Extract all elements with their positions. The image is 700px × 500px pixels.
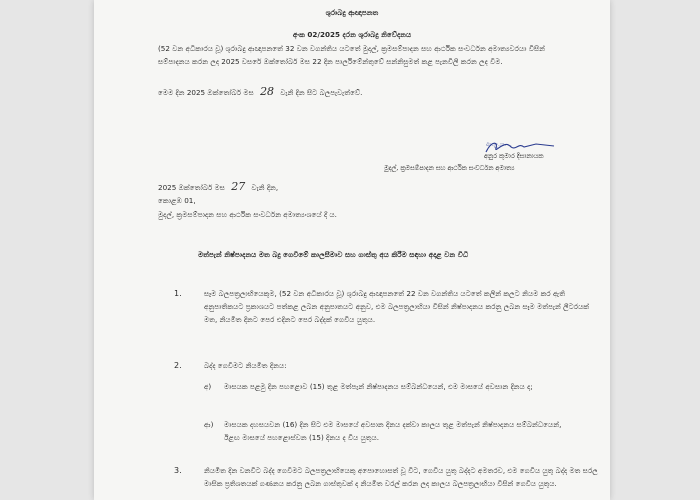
signatory-name: අනුර කුමාර දිසානායක bbox=[484, 152, 544, 160]
effective-date-line bbox=[158, 87, 362, 97]
sub-item-label: අ) bbox=[204, 382, 212, 391]
sub-item-text: මාසයක දහසයවන (16) දින සිට එම මාසයේ අවසාන දිනය දක්වා කාලය තුළ මත්පැන් නිෂ්පාදනය සම්බන්ධයෙන්, ඊළඟ මාසයේ පහළොස්වන (15) දිනය ද විය යුතුය. bbox=[224, 420, 562, 442]
address-line-1: කොළඹ 01, bbox=[158, 196, 196, 205]
sub-item-text: මාසයක පළමු දින පහළොව (15) තුළ මත්පැන් නිෂ්පාදනය සම්බන්ධයෙන්, එම මාසයේ අවසාන දිනය ද; bbox=[224, 382, 533, 391]
item-number: 1. bbox=[174, 289, 182, 298]
effective-date-prefix: මෙම දින 2025 ඔක්තෝබර් මස bbox=[158, 88, 254, 97]
document-heading: ශුරාබදු ආඥාපනත bbox=[325, 8, 379, 17]
signature-scrawl: ආ.ල.ශ. .. bbox=[486, 141, 512, 148]
address-line-2: මුදල්, ක්‍රමසම්පාදන සහ ආර්ථික සංවර්ධන අමාත්‍යංශයේ දී ය. bbox=[158, 210, 337, 219]
item-text: නියමිත දින වනවිට බද්ද ගෙවීමට බලපත්‍රලාභියෙකු අපොහොසත් වූ විට, ගෙවිය යුතු බද්දට අමතරව, එම ගෙවිය යුතු බද්ද මත සරල මාසික ප්‍රතිශතයක් ගණනය කරනු ලබන ගාස්තුවක් ද නියමිත වරල් කරන ලද කාලය බලපත්‍රලාභියා විසින් ගෙවිය යුතුය. bbox=[204, 466, 598, 488]
effective-date-handwritten: 28 bbox=[260, 85, 275, 98]
item-number: 2. bbox=[174, 361, 182, 370]
issue-date-prefix: 2025 ඔක්තෝබර් මස bbox=[158, 183, 225, 192]
effective-date-suffix: වැනි දින සිට බලපැවැත්වේ. bbox=[280, 88, 363, 97]
issue-date-line bbox=[158, 182, 278, 192]
item-text: සෑම බලපත්‍රලාභියෙකුම, (52 වන අධිකාරය වූ) ශුරාබදු ආඥාපනතේ 22 වන වගන්තිය යටතේ කලින් කලට නියම කර ඇති අනුපාතිකයට ප්‍රකාශයට පත්කළ ලබන අනුපාතයට අනුව, එම බලපත්‍රලාභියා විසින් නිෂ්පාදනය කරනු ලබන සෑම මත්පැන් ලීටරයක් මත, නියමිත දිනට පෙර එදිනට පෙර බද්දක් ගෙවිය යුතුය. bbox=[204, 289, 590, 324]
item-text: බද්ද ගෙවීමට නියමිත දිනය: bbox=[204, 361, 287, 370]
item-number: 3. bbox=[174, 466, 182, 475]
signatory-title: මුදල්, ක්‍රමසම්පාදන සහ ආර්ථික සංවර්ධන අමාත්‍ය bbox=[384, 164, 515, 172]
sub-item-label: ආ) bbox=[204, 420, 214, 429]
notice-title: අංක 02/2025 දරන ශුරාබදු නිවේදනය bbox=[292, 30, 412, 39]
document-page bbox=[94, 0, 610, 500]
section-title: මත්පැන් නිෂ්පාදනය මත බදු ගෙවීමේ කාලසීමාව සහ ගාස්තු අය කිරීම සඳහා අදාළ වන විධි bbox=[198, 250, 469, 259]
issue-date-suffix: වැනි දින, bbox=[251, 183, 279, 192]
issue-date-handwritten: 27 bbox=[231, 180, 246, 193]
intro-paragraph: (52 වන අධිකාරය වූ) ශුරාබදු ආඥාපනතේ 32 වන වගන්තිය යටතේ මුදල්, ක්‍රමසම්පාදන සහ ආර්ථික සංවර්ධන අමාත්‍යවරයා විසින් සම්පාදනය කරන ලද 2025 වසරේ ඔක්තෝබර් මස 22 දින පාර්ලිමේන්තුවේ සන්නිසුමත් කළ පැනවිලි කරන ලද වීම. bbox=[158, 44, 545, 66]
